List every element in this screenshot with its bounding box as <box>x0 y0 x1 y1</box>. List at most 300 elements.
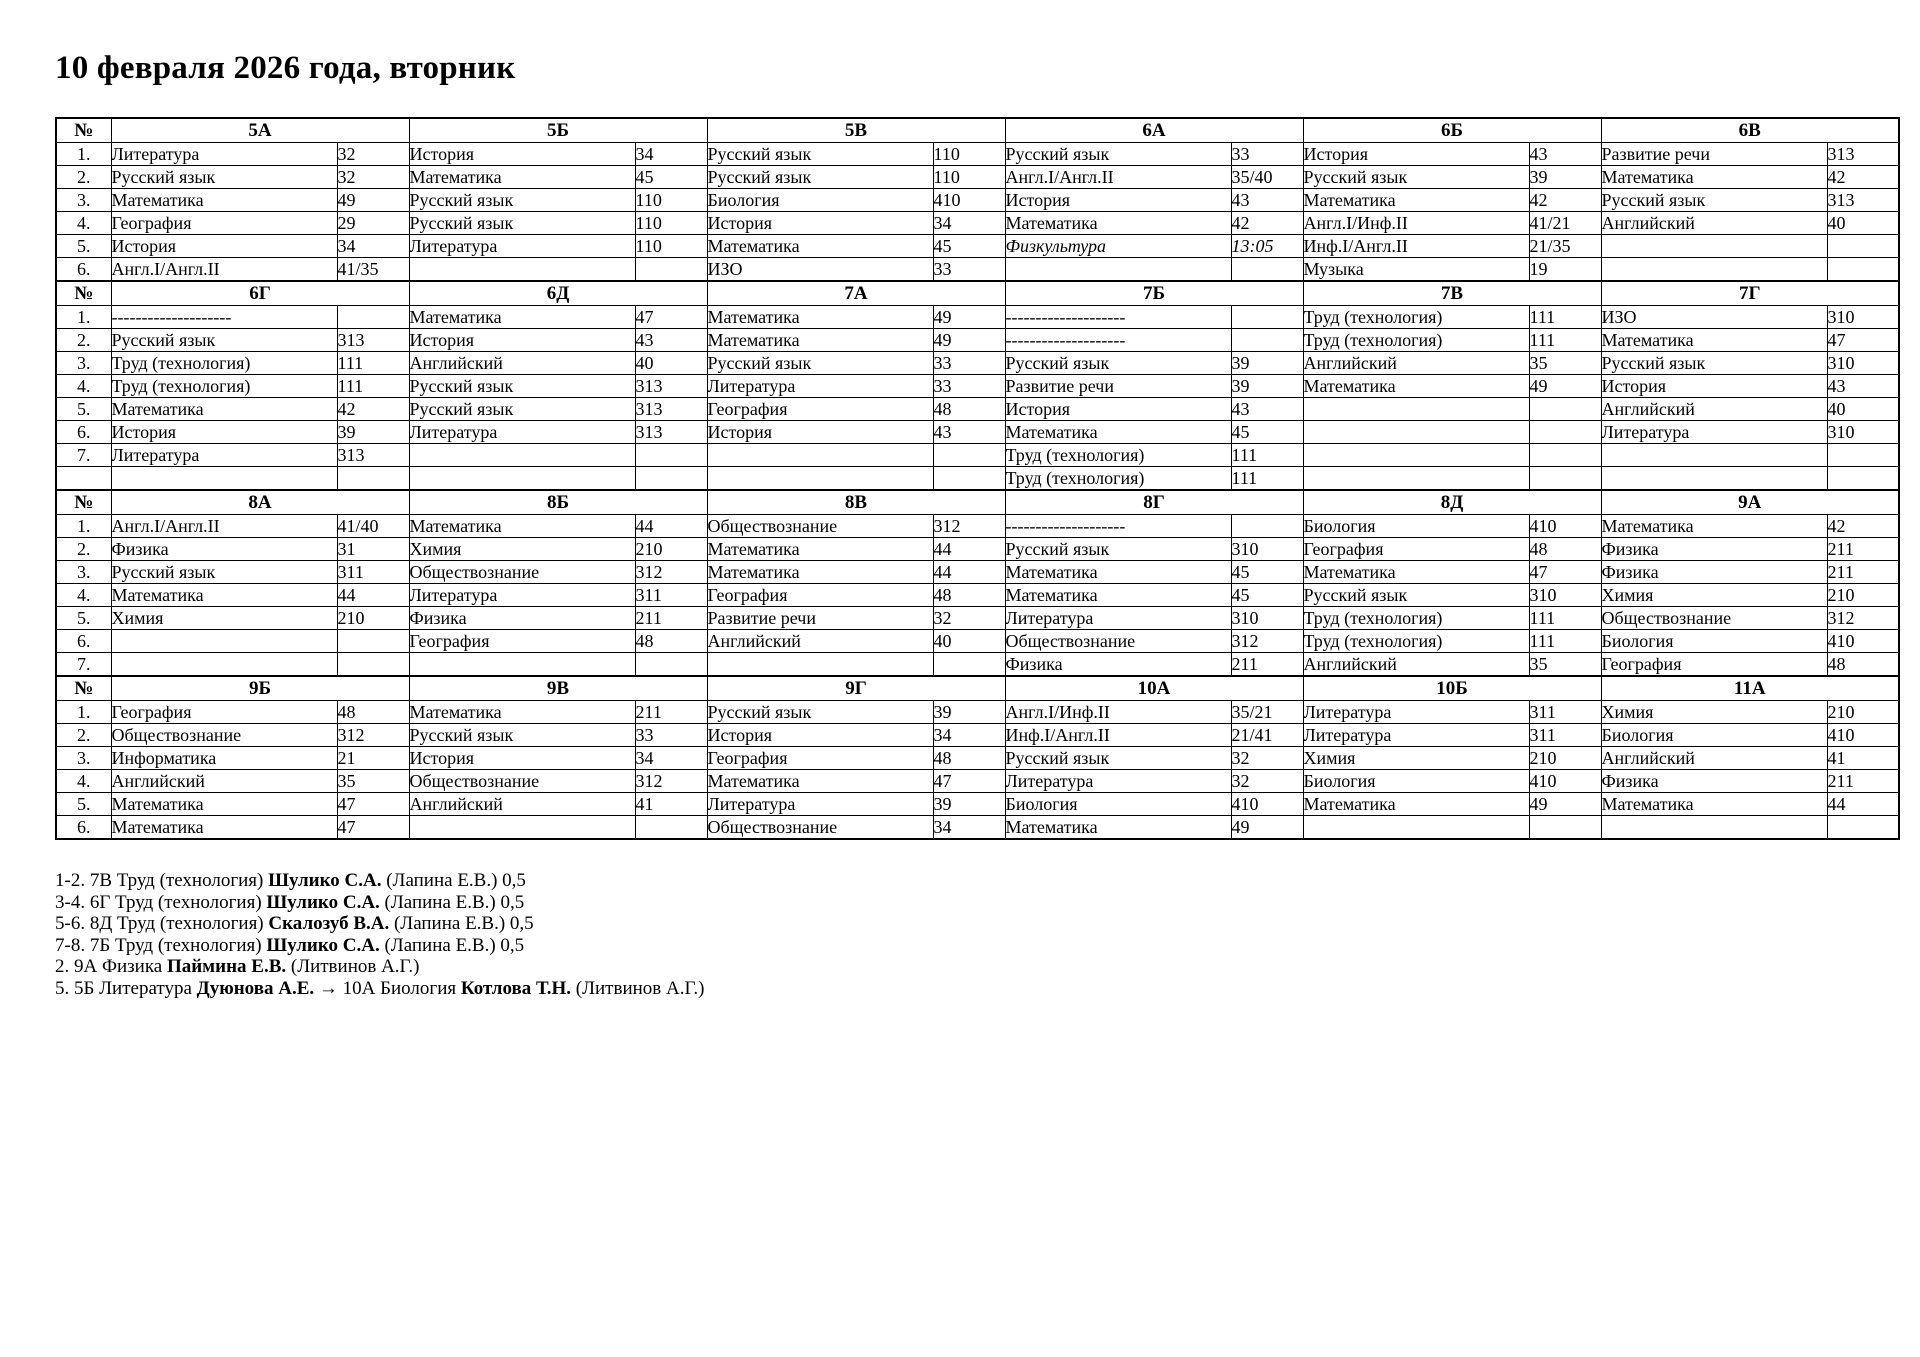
lesson-number: 5. <box>56 398 111 421</box>
subject-cell: Математика <box>1005 421 1231 444</box>
note-text: 2. 9А Физика <box>55 956 167 978</box>
room-cell: 210 <box>1827 584 1899 607</box>
room-cell: 35 <box>337 770 409 793</box>
room-cell: 47 <box>1529 561 1601 584</box>
room-cell <box>635 653 707 677</box>
lesson-number: 5. <box>56 235 111 258</box>
room-cell: 311 <box>1529 724 1601 747</box>
room-cell: 312 <box>337 724 409 747</box>
room-cell <box>635 816 707 840</box>
class-header: 7Г <box>1601 281 1899 306</box>
room-cell: 310 <box>1231 607 1303 630</box>
subject-cell <box>1303 816 1529 840</box>
subject-cell: Литература <box>707 375 933 398</box>
room-cell: 39 <box>1529 166 1601 189</box>
subject-cell: Английский <box>1303 352 1529 375</box>
subject-cell: Математика <box>707 538 933 561</box>
lesson-row <box>56 467 1899 491</box>
subject-cell: ИЗО <box>707 258 933 282</box>
subject-cell: История <box>1005 189 1231 212</box>
subject-cell: Обществознание <box>707 816 933 840</box>
class-header: 8Д <box>1303 490 1601 515</box>
subject-cell: Литература <box>1303 724 1529 747</box>
subject-cell: Математика <box>409 515 635 538</box>
room-cell: 39 <box>337 421 409 444</box>
subject-cell: Русский язык <box>1005 143 1231 166</box>
subject-cell: Математика <box>707 329 933 352</box>
schedule-table <box>55 117 1900 840</box>
class-header: 11А <box>1601 676 1899 701</box>
lesson-number: 2. <box>56 724 111 747</box>
lesson-row <box>56 816 1899 840</box>
teacher-name: Шулико С.А. <box>266 891 380 913</box>
subject-cell: Физика <box>111 538 337 561</box>
room-cell: 44 <box>933 561 1005 584</box>
subject-cell: Развитие речи <box>707 607 933 630</box>
page-title: 10 февраля 2026 года, вторник <box>55 50 516 86</box>
room-cell: 41/40 <box>337 515 409 538</box>
room-cell: 35 <box>1529 653 1601 677</box>
room-cell: 32 <box>1231 747 1303 770</box>
lesson-number: 4. <box>56 770 111 793</box>
room-cell: 410 <box>1231 793 1303 816</box>
room-cell: 211 <box>1827 770 1899 793</box>
room-cell: 110 <box>635 189 707 212</box>
note-text: 1-2. 7В Труд (технология) <box>55 870 269 891</box>
class-header: 5Б <box>409 118 707 143</box>
subject-cell: Обществознание <box>409 561 635 584</box>
room-cell: 111 <box>1529 607 1601 630</box>
room-cell: 111 <box>337 375 409 398</box>
lesson-number: 4. <box>56 584 111 607</box>
room-cell <box>1827 235 1899 258</box>
room-cell: 41 <box>1827 747 1899 770</box>
room-cell <box>1231 258 1303 282</box>
class-header: 8А <box>111 490 409 515</box>
room-cell: 33 <box>933 375 1005 398</box>
room-cell: 313 <box>635 375 707 398</box>
room-cell: 312 <box>635 561 707 584</box>
subject-cell: География <box>707 747 933 770</box>
room-cell: 211 <box>635 701 707 724</box>
room-cell: 49 <box>933 306 1005 329</box>
subject-cell: Математика <box>409 306 635 329</box>
class-header: 7В <box>1303 281 1601 306</box>
lesson-number: 2. <box>56 166 111 189</box>
lesson-row <box>56 444 1899 467</box>
subject-cell: Труд (технология) <box>1005 444 1231 467</box>
room-cell: 310 <box>1529 584 1601 607</box>
subject-cell <box>111 630 337 653</box>
lesson-row <box>56 515 1899 538</box>
room-cell: 49 <box>933 329 1005 352</box>
room-cell: 35/40 <box>1231 166 1303 189</box>
room-cell: 110 <box>933 166 1005 189</box>
subject-cell: Русский язык <box>707 352 933 375</box>
class-header: 10А <box>1005 676 1303 701</box>
subject-cell: Физика <box>1601 538 1827 561</box>
subject-cell: Биология <box>707 189 933 212</box>
lesson-row <box>56 398 1899 421</box>
room-cell: 410 <box>1529 770 1601 793</box>
room-cell: 48 <box>933 398 1005 421</box>
class-header: 9Г <box>707 676 1005 701</box>
room-cell: 32 <box>933 607 1005 630</box>
room-cell: 42 <box>1827 515 1899 538</box>
room-cell: 49 <box>1529 793 1601 816</box>
lesson-number: 3. <box>56 561 111 584</box>
class-header: 7Б <box>1005 281 1303 306</box>
lesson-row <box>56 747 1899 770</box>
subject-cell: Англ.I/Англ.II <box>111 515 337 538</box>
room-cell: 21/41 <box>1231 724 1303 747</box>
subject-cell <box>409 444 635 467</box>
subject-cell: Биология <box>1601 630 1827 653</box>
lesson-row <box>56 701 1899 724</box>
subject-cell: Биология <box>1005 793 1231 816</box>
room-cell <box>1827 467 1899 491</box>
subject-cell: Математика <box>111 793 337 816</box>
class-header: 6Б <box>1303 118 1601 143</box>
room-cell: 34 <box>933 816 1005 840</box>
subject-cell: Математика <box>707 306 933 329</box>
subject-cell: История <box>111 421 337 444</box>
lesson-row <box>56 724 1899 747</box>
room-cell: 313 <box>1827 143 1899 166</box>
room-cell: 110 <box>635 212 707 235</box>
note-line <box>55 870 1900 892</box>
subject-cell: Биология <box>1303 770 1529 793</box>
subject-cell: Русский язык <box>409 375 635 398</box>
room-cell <box>1827 258 1899 282</box>
number-column-header: № <box>56 281 111 306</box>
teacher-name: Котлова Т.Н. <box>460 977 572 999</box>
subject-cell <box>1601 258 1827 282</box>
room-cell: 211 <box>635 607 707 630</box>
room-cell: 32 <box>1231 770 1303 793</box>
subject-cell: Математика <box>111 816 337 840</box>
lesson-row <box>56 653 1899 677</box>
room-cell: 33 <box>933 352 1005 375</box>
subject-cell: Русский язык <box>409 189 635 212</box>
note-text: (Лапина Е.В.) 0,5 <box>389 913 534 935</box>
subject-cell <box>111 467 337 491</box>
lesson-number: 3. <box>56 747 111 770</box>
subject-cell: Труд (технология) <box>1303 630 1529 653</box>
lesson-number: 3. <box>56 352 111 375</box>
class-header: 9А <box>1601 490 1899 515</box>
lesson-number: 1. <box>56 701 111 724</box>
class-header: 6Г <box>111 281 409 306</box>
room-cell: 43 <box>635 329 707 352</box>
room-cell: 32 <box>337 166 409 189</box>
room-cell <box>1529 816 1601 840</box>
lesson-row <box>56 306 1899 329</box>
room-cell: 410 <box>1529 515 1601 538</box>
subject-cell <box>1601 444 1827 467</box>
room-cell: 310 <box>1827 306 1899 329</box>
subject-cell: Математика <box>1303 561 1529 584</box>
room-cell: 49 <box>1529 375 1601 398</box>
subject-cell: Англ.I/Англ.II <box>1005 166 1231 189</box>
room-cell: 111 <box>1231 444 1303 467</box>
lesson-row <box>56 143 1899 166</box>
subject-cell: Инф.I/Англ.II <box>1303 235 1529 258</box>
room-cell: 49 <box>1231 816 1303 840</box>
subject-cell: Русский язык <box>1005 538 1231 561</box>
subject-cell: Обществознание <box>1005 630 1231 653</box>
subject-cell: Математика <box>1601 793 1827 816</box>
class-header: 9В <box>409 676 707 701</box>
room-cell: 40 <box>933 630 1005 653</box>
class-header: 8В <box>707 490 1005 515</box>
class-header: 9Б <box>111 676 409 701</box>
room-cell: 211 <box>1827 538 1899 561</box>
lesson-row <box>56 793 1899 816</box>
lesson-row <box>56 212 1899 235</box>
subject-cell: Развитие речи <box>1601 143 1827 166</box>
subject-cell <box>409 816 635 840</box>
subject-cell: Труд (технология) <box>111 375 337 398</box>
subject-cell: Математика <box>111 189 337 212</box>
class-header-row <box>56 281 1899 306</box>
note-line <box>55 935 1900 957</box>
subject-cell: Математика <box>409 166 635 189</box>
subject-cell: Русский язык <box>409 398 635 421</box>
teacher-name: Паймина Е.В. <box>166 956 287 978</box>
subject-cell <box>1303 398 1529 421</box>
note-line <box>55 956 1900 978</box>
room-cell: 48 <box>933 747 1005 770</box>
room-cell: 312 <box>933 515 1005 538</box>
room-cell <box>337 653 409 677</box>
room-cell: 410 <box>1827 724 1899 747</box>
room-cell: 43 <box>1827 375 1899 398</box>
subject-cell: Литература <box>1005 770 1231 793</box>
subject-cell: Математика <box>111 398 337 421</box>
subject-cell: Русский язык <box>1303 166 1529 189</box>
room-cell: 43 <box>1529 143 1601 166</box>
lesson-number: 6. <box>56 816 111 840</box>
subject-cell: Англ.I/Инф.II <box>1005 701 1231 724</box>
number-column-header: № <box>56 676 111 701</box>
subject-cell: География <box>111 701 337 724</box>
room-cell: 47 <box>933 770 1005 793</box>
subject-cell: Русский язык <box>111 166 337 189</box>
room-cell <box>337 630 409 653</box>
room-cell <box>933 467 1005 491</box>
subject-cell: Физика <box>409 607 635 630</box>
subject-cell: Математика <box>409 701 635 724</box>
room-cell: 44 <box>933 538 1005 561</box>
room-cell: 110 <box>635 235 707 258</box>
room-cell <box>1529 398 1601 421</box>
room-cell: 313 <box>1827 189 1899 212</box>
subject-cell: Математика <box>1005 561 1231 584</box>
room-cell: 47 <box>337 816 409 840</box>
subject-cell <box>111 653 337 677</box>
subject-cell: Обществознание <box>111 724 337 747</box>
subject-cell: Химия <box>111 607 337 630</box>
room-cell: 29 <box>337 212 409 235</box>
room-cell: 312 <box>1827 607 1899 630</box>
room-cell: 211 <box>1231 653 1303 677</box>
subject-cell: Английский <box>707 630 933 653</box>
subject-cell: Литература <box>1005 607 1231 630</box>
room-cell: 45 <box>1231 421 1303 444</box>
room-cell: 42 <box>1827 166 1899 189</box>
note-text: (Литвинов А.Г.) <box>286 956 420 978</box>
teacher-name: Скалозуб В.А. <box>268 913 390 935</box>
lesson-number: 6. <box>56 421 111 444</box>
room-cell <box>635 444 707 467</box>
subject-cell: Математика <box>1601 515 1827 538</box>
lesson-row <box>56 166 1899 189</box>
subject-cell: Физика <box>1601 561 1827 584</box>
room-cell: 47 <box>337 793 409 816</box>
note-line <box>55 913 1900 935</box>
room-cell <box>1231 306 1303 329</box>
subject-cell: История <box>111 235 337 258</box>
subject-cell: -------------------- <box>1005 329 1231 352</box>
room-cell: 41/35 <box>337 258 409 282</box>
room-cell: 48 <box>1827 653 1899 677</box>
room-cell: 210 <box>1529 747 1601 770</box>
subject-cell: Химия <box>1601 701 1827 724</box>
room-cell: 211 <box>1827 561 1899 584</box>
room-cell: 39 <box>1231 375 1303 398</box>
subject-cell: Английский <box>1601 398 1827 421</box>
room-cell: 39 <box>1231 352 1303 375</box>
lesson-number: 1. <box>56 515 111 538</box>
lesson-row <box>56 421 1899 444</box>
room-cell: 41/21 <box>1529 212 1601 235</box>
subject-cell: Литература <box>111 444 337 467</box>
class-header: 5А <box>111 118 409 143</box>
subject-cell: История <box>1303 143 1529 166</box>
class-header: 7А <box>707 281 1005 306</box>
subject-cell: География <box>707 398 933 421</box>
subject-cell: Математика <box>707 235 933 258</box>
lesson-number: 6. <box>56 258 111 282</box>
room-cell: 40 <box>1827 398 1899 421</box>
room-cell <box>1827 816 1899 840</box>
note-text: (Лапина Е.В.) 0,5 <box>381 870 526 891</box>
subject-cell: Английский <box>409 352 635 375</box>
note-text: (Лапина Е.В.) 0,5 <box>379 891 525 913</box>
subject-cell: География <box>707 584 933 607</box>
subject-cell: Русский язык <box>111 329 337 352</box>
class-header: 10Б <box>1303 676 1601 701</box>
room-cell: 111 <box>1529 630 1601 653</box>
subject-cell: Русский язык <box>409 724 635 747</box>
room-cell <box>1231 329 1303 352</box>
note-text: (Литвинов А.Г.) <box>571 977 705 999</box>
room-cell <box>337 306 409 329</box>
lesson-row <box>56 352 1899 375</box>
subject-cell: География <box>1601 653 1827 677</box>
subject-cell: ИЗО <box>1601 306 1827 329</box>
subject-cell: Музыка <box>1303 258 1529 282</box>
subject-cell <box>1601 235 1827 258</box>
room-cell <box>635 467 707 491</box>
subject-cell: География <box>1303 538 1529 561</box>
room-cell <box>337 467 409 491</box>
room-cell: 312 <box>1231 630 1303 653</box>
subject-cell <box>1601 816 1827 840</box>
subject-cell: Русский язык <box>409 212 635 235</box>
teacher-name: Шулико С.А. <box>268 870 382 891</box>
subject-cell: География <box>111 212 337 235</box>
room-cell: 45 <box>1231 584 1303 607</box>
subject-cell: Химия <box>1303 747 1529 770</box>
subject-cell: История <box>707 212 933 235</box>
subject-cell: Математика <box>1601 329 1827 352</box>
class-header-row <box>56 490 1899 515</box>
subject-cell: Инф.I/Англ.II <box>1005 724 1231 747</box>
room-cell: 44 <box>635 515 707 538</box>
subject-cell: Литература <box>111 143 337 166</box>
lesson-row <box>56 561 1899 584</box>
room-cell: 40 <box>1827 212 1899 235</box>
subject-cell: История <box>707 724 933 747</box>
subject-cell: Русский язык <box>707 701 933 724</box>
subject-cell: История <box>409 143 635 166</box>
subject-cell: Литература <box>1303 701 1529 724</box>
room-cell: 32 <box>337 143 409 166</box>
subject-cell <box>1005 258 1231 282</box>
subject-cell: История <box>707 421 933 444</box>
room-cell: 34 <box>337 235 409 258</box>
room-cell: 313 <box>635 421 707 444</box>
room-cell: 34 <box>635 143 707 166</box>
subject-cell: Русский язык <box>1601 189 1827 212</box>
room-cell: 45 <box>1231 561 1303 584</box>
room-cell: 310 <box>1827 421 1899 444</box>
subject-cell <box>707 653 933 677</box>
subject-cell: Русский язык <box>1005 747 1231 770</box>
room-cell: 43 <box>1231 189 1303 212</box>
room-cell <box>1529 444 1601 467</box>
class-header-row <box>56 676 1899 701</box>
subject-cell <box>707 444 933 467</box>
subject-cell: Физкультура <box>1005 235 1231 258</box>
room-cell: 34 <box>933 212 1005 235</box>
subject-cell: -------------------- <box>1005 515 1231 538</box>
subject-cell: Английский <box>1303 653 1529 677</box>
subject-cell: Русский язык <box>707 143 933 166</box>
room-cell: 210 <box>635 538 707 561</box>
lesson-number: 1. <box>56 306 111 329</box>
room-cell: 312 <box>635 770 707 793</box>
subject-cell: Литература <box>409 584 635 607</box>
subject-cell: Труд (технология) <box>1303 329 1529 352</box>
room-cell: 45 <box>933 235 1005 258</box>
room-cell: 13:05 <box>1231 235 1303 258</box>
note-text: 5. 5Б Литература <box>55 977 197 999</box>
subject-cell: Русский язык <box>1601 352 1827 375</box>
lesson-row <box>56 329 1899 352</box>
room-cell: 48 <box>933 584 1005 607</box>
room-cell <box>1231 515 1303 538</box>
room-cell: 313 <box>337 329 409 352</box>
room-cell: 31 <box>337 538 409 561</box>
room-cell: 45 <box>635 166 707 189</box>
subject-cell: Англ.I/Инф.II <box>1303 212 1529 235</box>
subject-cell: Английский <box>111 770 337 793</box>
lesson-row <box>56 538 1899 561</box>
note-text: → 10А Биология <box>314 977 461 999</box>
